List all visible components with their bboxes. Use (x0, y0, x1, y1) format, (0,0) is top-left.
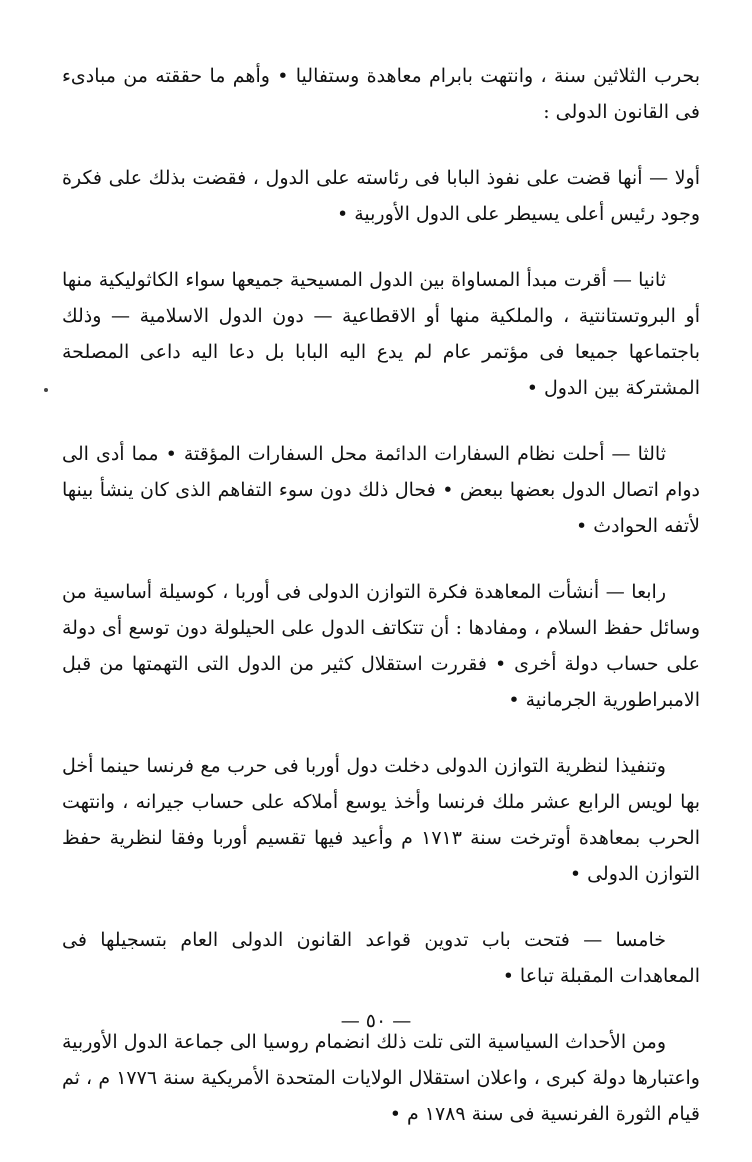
page-body (62, 58, 700, 1162)
margin-dot (44, 388, 48, 392)
paragraph-balance-of-power: وتنفيذا لنظرية التوازن الدولى دخلت دول أوربا فى حرب مع فرنسا حينما أخل بها لويس الرابع عشر ملك فرنسا وأخذ يوسع أملاكه على حساب جيرانه ، وانتهت الحرب بمعاهدة أوترخت سنة ١٧١٣ م وأعيد فيها تقسيم أوربا وفقا لنظرية حفظ التوازن الدولى • (62, 755, 700, 885)
page-number: — ٥٠ — (340, 1010, 412, 1032)
paragraph-fourth-principle: رابعا — أنشأت المعاهدة فكرة التوازن الدولى فى أوربا ، كوسيلة أساسية من وسائل حفظ السلام ، ومفادها : أن تتكاتف الدول على الحيلولة دون توسع أى دولة على حساب دولة أخرى • فقررت استقلال كثير من الدول التى التهمتها من قبل الامبراطورية الجرمانية • (62, 581, 700, 711)
paragraph-first-principle: أولا — أنها قضت على نفوذ البابا فى رئاسته على الدول ، فقضت بذلك على فكرة وجود رئيس أعلى يسيطر على الدول الأوربية • (62, 167, 700, 225)
paragraph-second-principle: ثانيا — أقرت مبدأ المساواة بين الدول المسيحية جميعها سواء الكاثوليكية منها أو البروتستانتية ، والملكية منها أو الاقطاعية — دون الدول الاسلامية — وذلك باجتماعها جميعا فى مؤتمر عام لم يدع اليه البابا بل دعا اليه داعى المصلحة المشتركة بين الدول • (62, 269, 700, 399)
paragraph-political-events: ومن الأحداث السياسية التى تلت ذلك انضمام روسيا الى جماعة الدول الأوربية واعتبارها دولة كبرى ، واعلان استقلال الولايات المتحدة الأمريكية سنة ١٧٧٦ م ، ثم قيام الثورة الفرنسية فى سنة ١٧٨٩ م • (62, 1031, 700, 1125)
paragraph-third-principle: ثالثا — أحلت نظام السفارات الدائمة محل السفارات المؤقتة • مما أدى الى دوام اتصال الدول بعضها ببعض • فحال ذلك دون سوء التفاهم الذى كان ينشأ بينها لأتفه الحوادث • (62, 443, 700, 537)
paragraph-fifth-principle: خامسا — فتحت باب تدوين قواعد القانون الدولى العام بتسجيلها فى المعاهدات المقبلة تباعا • (62, 929, 700, 987)
paragraph-continuation: بحرب الثلاثين سنة ، وانتهت بابرام معاهدة وستفاليا • وأهم ما حققته من مبادىء فى القانون الدولى : (62, 65, 700, 123)
